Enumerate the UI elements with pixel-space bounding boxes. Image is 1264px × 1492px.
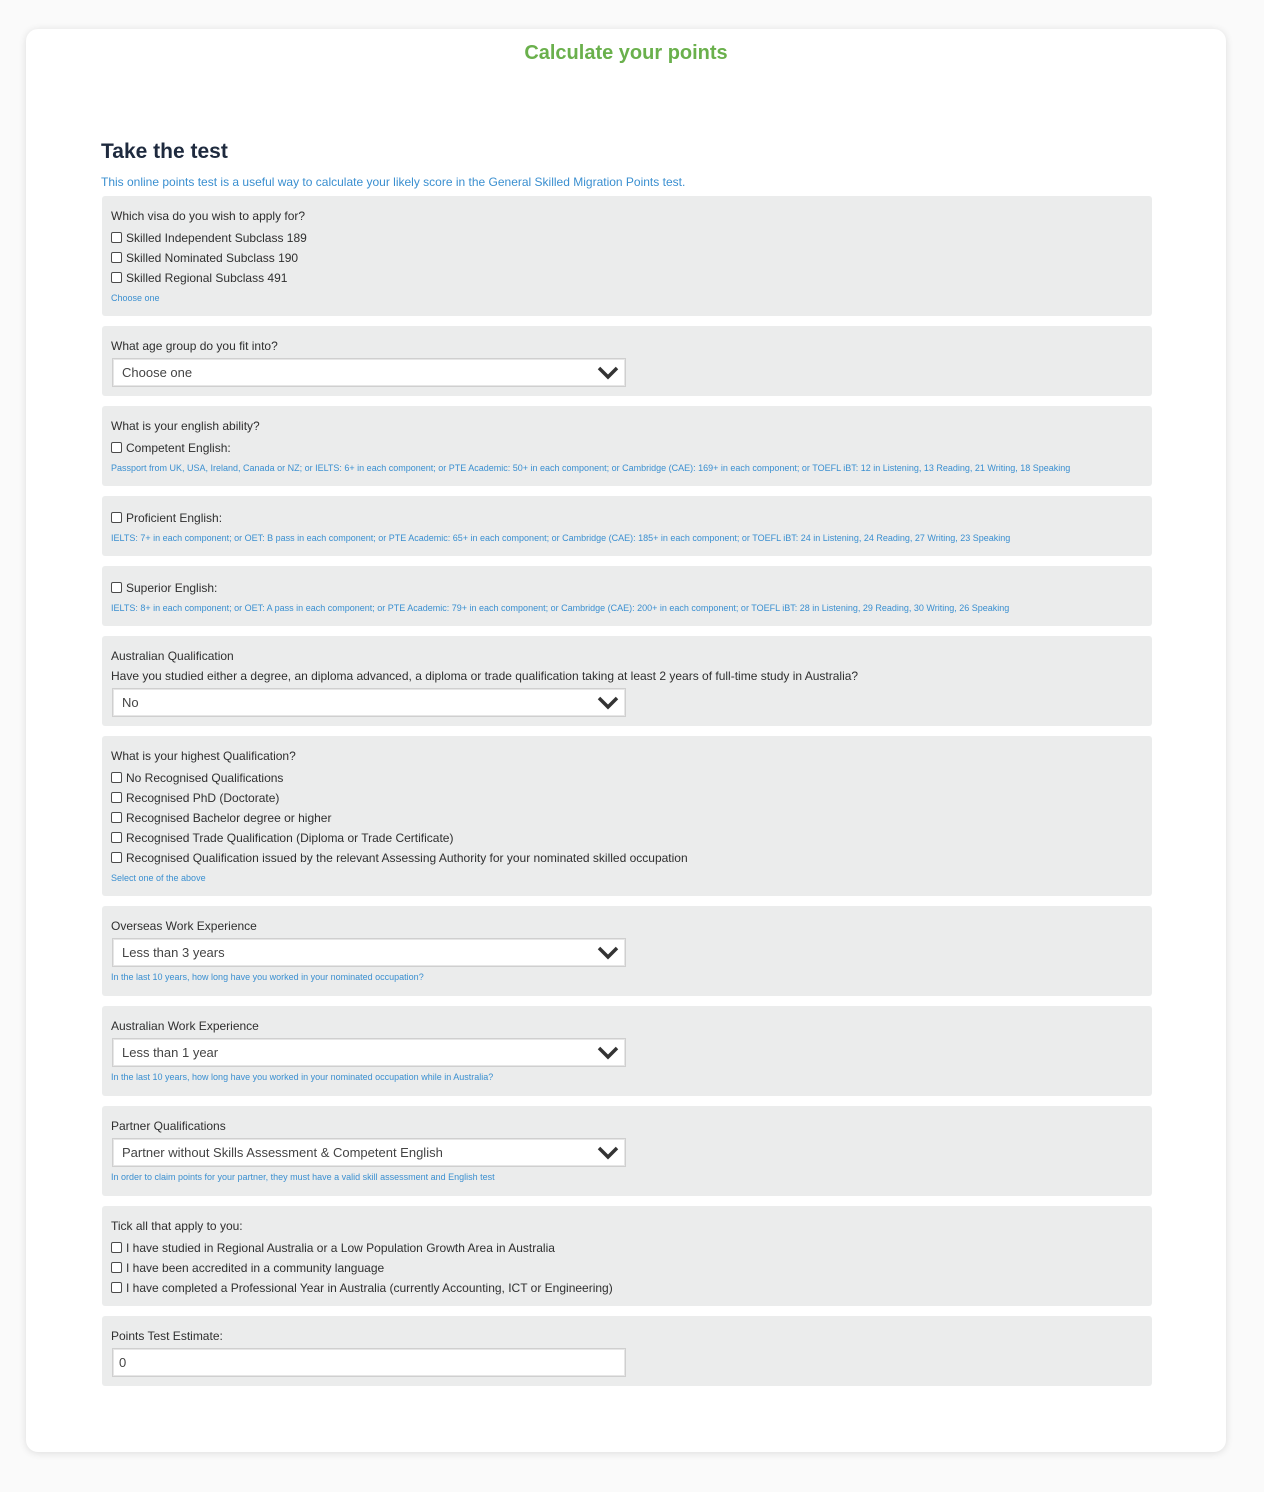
checkbox[interactable] <box>111 442 122 453</box>
visa-section <box>102 196 1152 316</box>
age-question: What age group do you fit into? <box>111 339 278 353</box>
overseas-work-select[interactable] <box>112 938 626 967</box>
chevron-down-icon <box>597 1145 619 1161</box>
visa-option-190[interactable]: Skilled Nominated Subclass 190 <box>111 248 1142 268</box>
english-competent-hint: Passport from UK, USA, Ireland, Canada or NZ; or IELTS: 6+ in each component; or PTE Academic: 50+ in each component; or Cambridge (CAE): 169+ in each component; or TOEFL iBT: 12 in Listening, 13 Reading, 21 Writing, 18 Speaking <box>111 463 1071 473</box>
english-superior-option[interactable]: Superior English: <box>111 578 1142 598</box>
au-qualification-title: Australian Qualification <box>111 649 234 663</box>
checkbox[interactable] <box>111 272 122 283</box>
au-work-hint: In the last 10 years, how long have you worked in your nominated occupation while in Australia? <box>111 1072 494 1082</box>
au-qualification-question: Have you studied either a degree, an diploma advanced, a diploma or trade qualification taking at least 2 years of full-time study in Australia? <box>111 669 859 683</box>
extras-question: Tick all that apply to you: <box>111 1219 243 1233</box>
partner-hint: In order to claim points for your partner, they must have a valid skill assessment and English test <box>111 1172 495 1182</box>
checkbox[interactable] <box>111 582 122 593</box>
checkbox[interactable] <box>111 512 122 523</box>
chevron-down-icon <box>597 945 619 961</box>
visa-option-189[interactable]: Skilled Independent Subclass 189 <box>111 228 1142 248</box>
estimate-label: Points Test Estimate: <box>111 1329 223 1343</box>
english-proficient-hint: IELTS: 7+ in each component; or OET: B pass in each component; or PTE Academic: 65+ in each component; or Cambridge (CAE): 185+ in each component; or TOEFL iBT: 24 in Listening, 24 Reading, 27 Writing, 23 Speaking <box>111 533 1011 543</box>
partner-section <box>102 1106 1152 1196</box>
checkbox[interactable] <box>111 792 122 803</box>
au-work-select[interactable] <box>112 1038 626 1067</box>
english-proficient-section <box>102 496 1152 556</box>
english-superior-section <box>102 566 1152 626</box>
calculator-card <box>26 29 1226 1452</box>
chevron-down-icon <box>597 695 619 711</box>
extra-option-regional-study[interactable]: I have studied in Regional Australia or a Low Population Growth Area in Australia <box>111 1238 1142 1258</box>
english-superior-hint: IELTS: 8+ in each component; or OET: A pass in each component; or PTE Academic: 79+ in each component; or Cambridge (CAE): 200+ in each component; or TOEFL iBT: 28 in Listening, 29 Reading, 30 Writing, 26 Speaking <box>111 603 1010 613</box>
overseas-work-section <box>102 906 1152 996</box>
partner-select-value: Partner without Skills Assessment & Competent English <box>122 1145 443 1160</box>
english-proficient-option[interactable]: Proficient English: <box>111 508 1142 528</box>
partner-select[interactable] <box>112 1138 626 1167</box>
age-select[interactable] <box>112 358 626 387</box>
chevron-down-icon <box>597 365 619 381</box>
page-title: Calculate your points <box>524 42 728 64</box>
checkbox[interactable] <box>111 1262 122 1273</box>
highest-qualification-section <box>102 736 1152 896</box>
checkbox[interactable] <box>111 852 122 863</box>
au-qualification-select[interactable] <box>112 688 626 717</box>
extra-option-community-language[interactable]: I have been accredited in a community language <box>111 1258 1142 1278</box>
intro-text: This online points test is a useful way to calculate your likely score in the General Skilled Migration Points test. <box>101 175 686 189</box>
checkbox[interactable] <box>111 232 122 243</box>
qualification-option-trade[interactable]: Recognised Trade Qualification (Diploma or Trade Certificate) <box>111 828 1142 848</box>
overseas-work-label: Overseas Work Experience <box>111 919 257 933</box>
chevron-down-icon <box>597 1045 619 1061</box>
checkbox[interactable] <box>111 832 122 843</box>
highest-qualification-question: What is your highest Qualification? <box>111 749 296 763</box>
visa-question: Which visa do you wish to apply for? <box>111 209 306 223</box>
checkbox[interactable] <box>111 252 122 263</box>
points-estimate-field[interactable]: 0 <box>112 1348 626 1377</box>
extras-section <box>102 1206 1152 1306</box>
overseas-work-hint: In the last 10 years, how long have you worked in your nominated occupation? <box>111 972 424 982</box>
qualification-option-assessing-authority[interactable]: Recognised Qualification issued by the relevant Assessing Authority for your nominated skilled occupation <box>111 848 1142 868</box>
checkbox[interactable] <box>111 812 122 823</box>
qualification-option-none[interactable]: No Recognised Qualifications <box>111 768 1142 788</box>
visa-hint: Choose one <box>111 293 160 303</box>
qualification-option-bachelor[interactable]: Recognised Bachelor degree or higher <box>111 808 1142 828</box>
au-work-section <box>102 1006 1152 1096</box>
partner-label: Partner Qualifications <box>111 1119 226 1133</box>
checkbox[interactable] <box>111 1282 122 1293</box>
section-heading: Take the test <box>101 140 228 163</box>
checkbox[interactable] <box>111 1242 122 1253</box>
overseas-work-select-value: Less than 3 years <box>122 945 225 960</box>
au-qualification-section <box>102 636 1152 726</box>
qualification-option-phd[interactable]: Recognised PhD (Doctorate) <box>111 788 1142 808</box>
checkbox[interactable] <box>111 772 122 783</box>
highest-qualification-hint: Select one of the above <box>111 873 206 883</box>
visa-option-491[interactable]: Skilled Regional Subclass 491 <box>111 268 1142 288</box>
english-section <box>102 406 1152 486</box>
au-work-label: Australian Work Experience <box>111 1019 259 1033</box>
au-work-select-value: Less than 1 year <box>122 1045 219 1060</box>
au-qualification-select-value: No <box>122 695 139 710</box>
english-question: What is your english ability? <box>111 419 260 433</box>
extra-option-professional-year[interactable]: I have completed a Professional Year in Australia (currently Accounting, ICT or Engineering) <box>111 1278 1142 1298</box>
age-section <box>102 326 1152 396</box>
english-competent-option[interactable]: Competent English: <box>111 438 1142 458</box>
estimate-section <box>102 1316 1152 1386</box>
age-select-value: Choose one <box>122 365 193 380</box>
